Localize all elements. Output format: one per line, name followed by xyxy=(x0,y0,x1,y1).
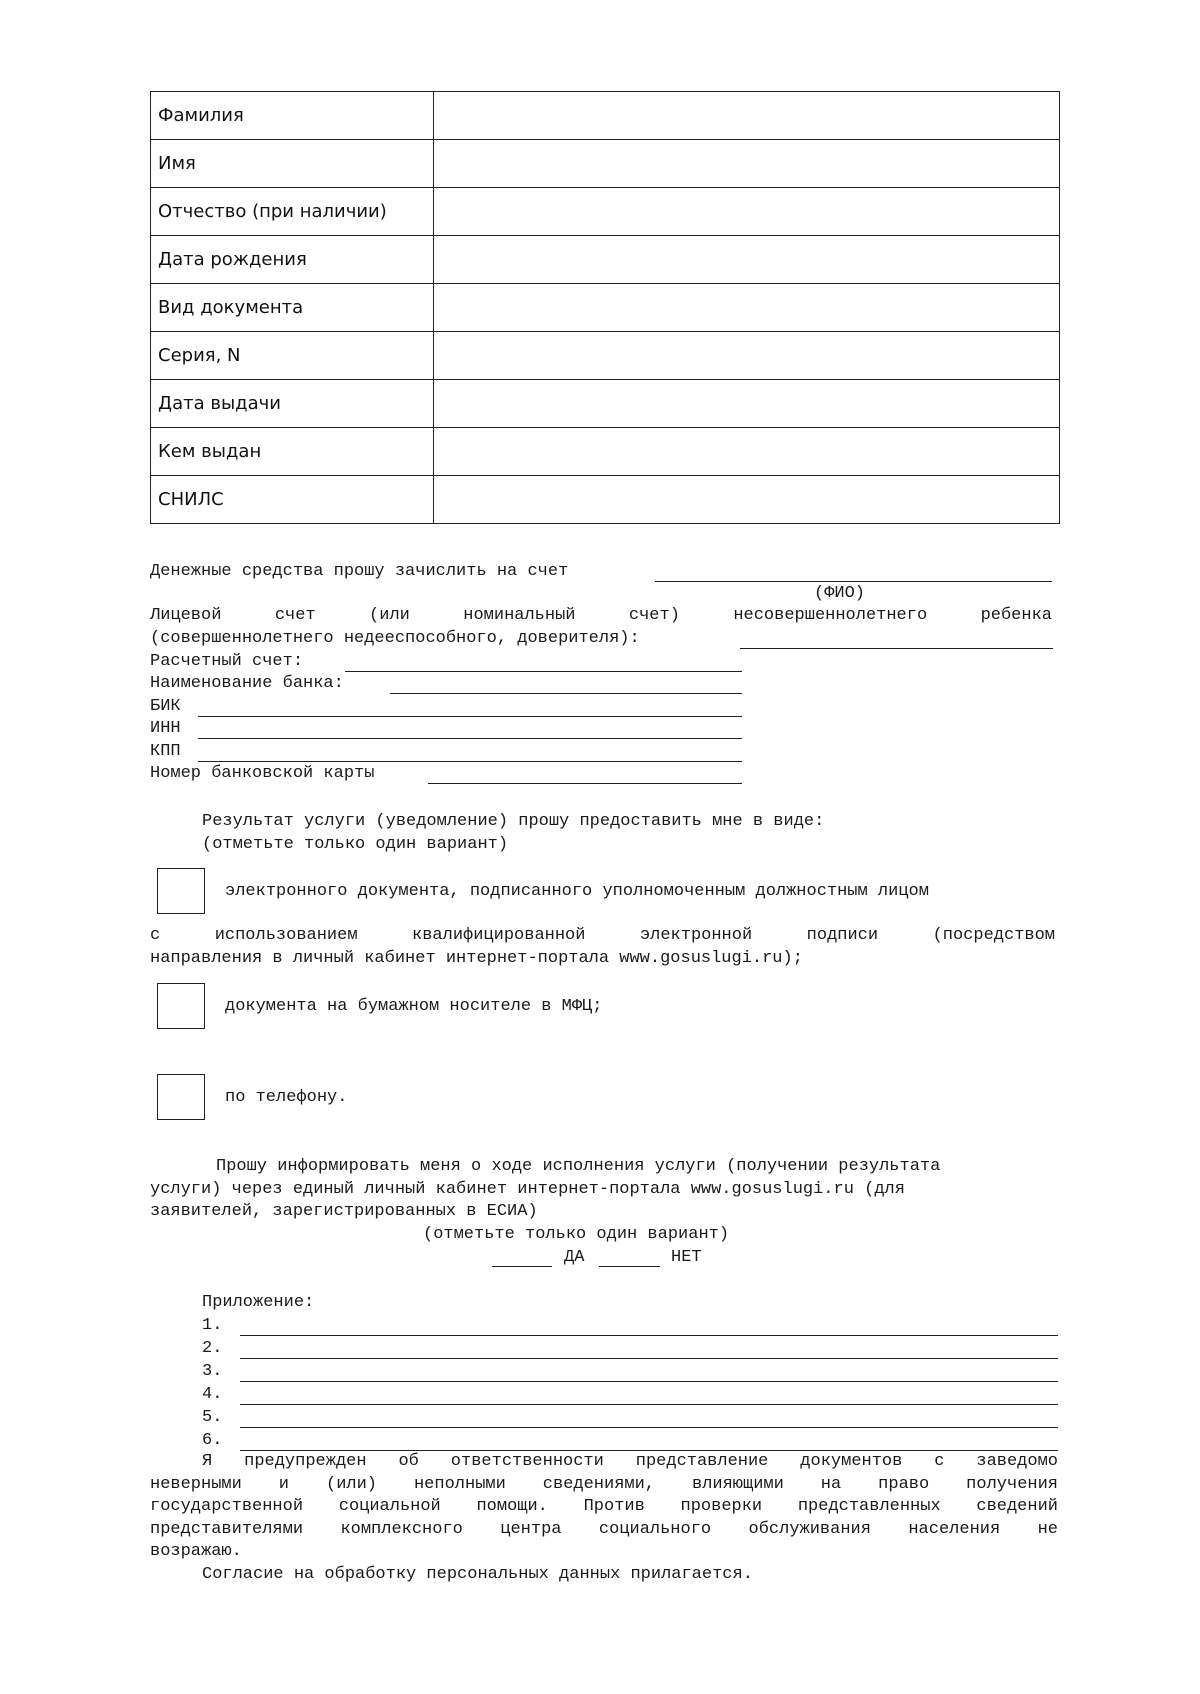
label-series-number: Серия, N xyxy=(151,332,434,380)
warning-line3: государственной социальной помощи. Против проверки представленных сведений xyxy=(150,1497,1058,1516)
inn-label: ИНН xyxy=(150,719,181,738)
option-electronic-checkbox[interactable] xyxy=(157,868,205,914)
warning-line2: неверными и (или) неполными сведениями, влияющими на право получения xyxy=(150,1475,1058,1494)
personal-data-table xyxy=(150,91,1060,524)
birth-date-field[interactable] xyxy=(434,236,1060,284)
bank-name-field[interactable] xyxy=(390,693,742,694)
table-row xyxy=(151,428,1060,476)
table-row xyxy=(151,332,1060,380)
account-text-line2: (совершеннолетнего недееспособного, доверителя): xyxy=(150,629,640,648)
option-electronic-line1: электронного документа, подписанного уполномоченным должностным лицом xyxy=(225,882,929,901)
settlement-account-field[interactable] xyxy=(345,671,742,672)
label-issue-date: Дата выдачи xyxy=(151,380,434,428)
recipient-fio-field[interactable] xyxy=(655,581,1052,582)
inform-line1: Прошу информировать меня о ходе исполнения услуги (получении результата xyxy=(216,1157,941,1176)
label-issued-by: Кем выдан xyxy=(151,428,434,476)
inform-line2: услуги) через единый личный кабинет интернет-портала www.gosuslugi.ru (для xyxy=(150,1180,905,1199)
personal-account-field[interactable] xyxy=(740,648,1053,649)
attachment-field[interactable] xyxy=(240,1335,1058,1336)
issue-date-field[interactable] xyxy=(434,380,1060,428)
warning-line5: возражаю. xyxy=(150,1542,242,1561)
inform-hint: (отметьте только один вариант) xyxy=(423,1225,730,1244)
account-text-line1: Лицевой счет (или номинальный счет) несовершеннолетнего ребенка xyxy=(150,606,1052,625)
option-paper-label: документа на бумажном носителе в МФЦ; xyxy=(225,997,603,1016)
no-label: НЕТ xyxy=(671,1248,702,1267)
table-row xyxy=(151,380,1060,428)
payment-intro: Денежные средства прошу зачислить на счет xyxy=(150,562,569,581)
result-hint: (отметьте только один вариант) xyxy=(202,835,509,854)
bik-label: БИК xyxy=(150,697,181,716)
card-number-label: Номер банковской карты xyxy=(150,764,375,783)
option-phone-checkbox[interactable] xyxy=(157,1074,205,1120)
warning-line1: Я предупрежден об ответственности представление документов с заведомо xyxy=(202,1452,1058,1471)
option-electronic-line3: направления в личный кабинет интернет-портала www.gosuslugi.ru); xyxy=(150,949,803,968)
attachment-number: 3. xyxy=(202,1362,223,1381)
label-birth-date: Дата рождения xyxy=(151,236,434,284)
attachment-field[interactable] xyxy=(240,1404,1058,1405)
attachment-number: 4. xyxy=(202,1385,223,1404)
table-row xyxy=(151,188,1060,236)
issued-by-field[interactable] xyxy=(434,428,1060,476)
attachment-number: 5. xyxy=(202,1408,223,1427)
label-snils: СНИЛС xyxy=(151,476,434,524)
snils-field[interactable] xyxy=(434,476,1060,524)
warning-line4: представителями комплексного центра социального обслуживания населения не xyxy=(150,1520,1058,1539)
label-patronymic: Отчество (при наличии) xyxy=(151,188,434,236)
attachments-title: Приложение: xyxy=(202,1293,315,1312)
card-number-field[interactable] xyxy=(428,783,742,784)
name-field[interactable] xyxy=(434,140,1060,188)
bank-name-label: Наименование банка: xyxy=(150,674,344,693)
bik-field[interactable] xyxy=(198,716,742,717)
attachment-number: 1. xyxy=(202,1316,223,1335)
kpp-field[interactable] xyxy=(198,761,742,762)
document-type-field[interactable] xyxy=(434,284,1060,332)
attachment-field[interactable] xyxy=(240,1427,1058,1428)
result-title: Результат услуги (уведомление) прошу предоставить мне в виде: xyxy=(202,812,825,831)
table-row xyxy=(151,92,1060,140)
patronymic-field[interactable] xyxy=(434,188,1060,236)
label-surname: Фамилия xyxy=(151,92,434,140)
table-row xyxy=(151,476,1060,524)
table-row xyxy=(151,140,1060,188)
table-row xyxy=(151,236,1060,284)
attachment-field[interactable] xyxy=(240,1381,1058,1382)
attachment-field[interactable] xyxy=(240,1358,1058,1359)
yes-label: ДА xyxy=(564,1248,585,1267)
fio-caption: (ФИО) xyxy=(814,584,866,603)
inn-field[interactable] xyxy=(198,738,742,739)
yes-mark-field[interactable] xyxy=(492,1266,552,1267)
option-electronic-line2: с использованием квалифицированной электронной подписи (посредством xyxy=(150,926,1055,945)
label-name: Имя xyxy=(151,140,434,188)
label-document-type: Вид документа xyxy=(151,284,434,332)
surname-field[interactable] xyxy=(434,92,1060,140)
option-phone-label: по телефону. xyxy=(225,1088,348,1107)
settlement-account-label: Расчетный счет: xyxy=(150,652,304,671)
inform-line3: заявителей, зарегистрированных в ЕСИА) xyxy=(150,1202,538,1221)
option-paper-checkbox[interactable] xyxy=(157,983,205,1029)
consent-note: Согласие на обработку персональных данных прилагается. xyxy=(202,1565,753,1584)
kpp-label: КПП xyxy=(150,742,181,761)
attachment-number: 2. xyxy=(202,1339,223,1358)
series-number-field[interactable] xyxy=(434,332,1060,380)
table-row xyxy=(151,284,1060,332)
no-mark-field[interactable] xyxy=(599,1266,660,1267)
attachment-number: 6. xyxy=(202,1431,223,1450)
